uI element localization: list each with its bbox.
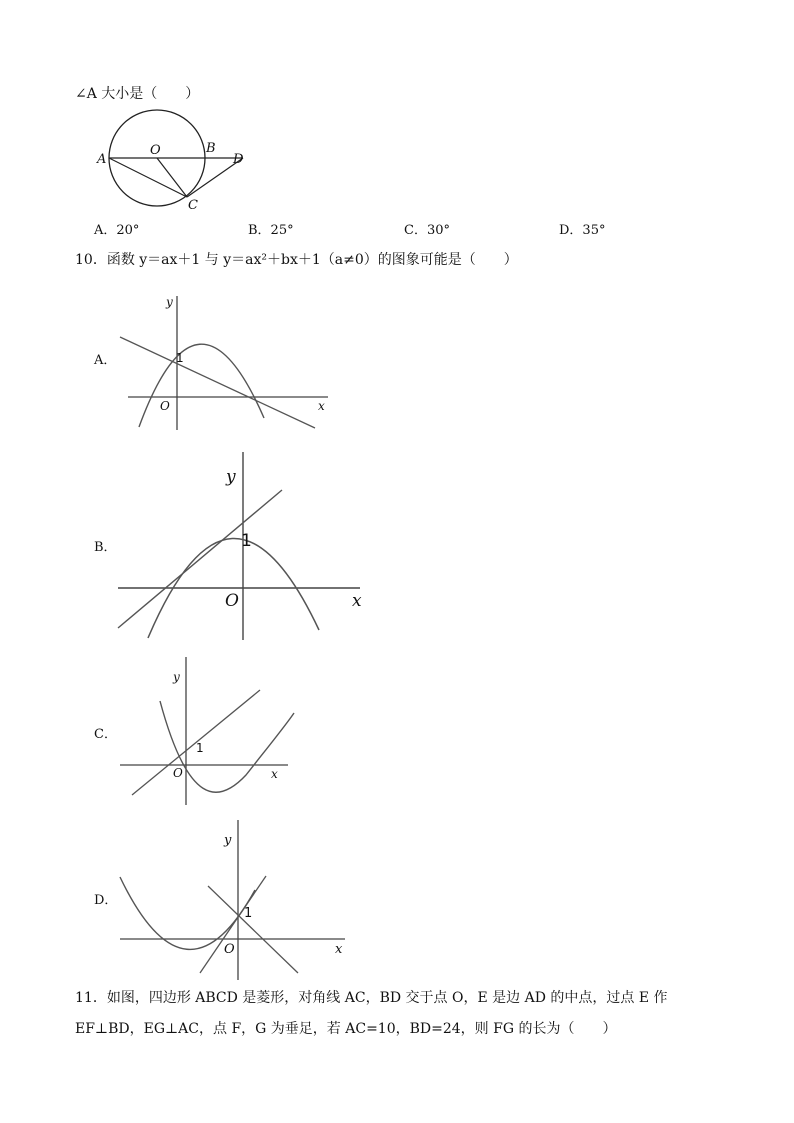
q10-stem: 10．函数 y＝ax＋1 与 y＝ax²＋bx＋1（a≠0）的图象可能是（ ） — [75, 252, 518, 268]
intercept-label: 1 — [244, 906, 253, 921]
q11-line-2: EF⊥BD，EG⊥AC，点 F，G 为垂足，若 AC=10，BD=24，则 FG 的长为（ ） — [75, 1021, 617, 1037]
q10-option-a-graph — [110, 290, 340, 440]
axis-label-x: x — [271, 767, 278, 781]
q10-option-a-label: A． — [94, 353, 117, 368]
point-label-b: B — [206, 141, 216, 156]
intercept-label: 1 — [241, 531, 252, 551]
origin-label: O — [224, 942, 235, 957]
q9-stem-tail: ∠A 大小是（ ） — [75, 86, 200, 102]
q10-option-d-label: D． — [94, 893, 118, 908]
q9-choice-a: A．20° — [94, 223, 140, 238]
axis-label-y: y — [226, 467, 236, 487]
axis-label-y: y — [173, 670, 180, 684]
point-label-c: C — [188, 198, 198, 213]
q9-choice-c: C．30° — [404, 223, 450, 238]
origin-label: O — [225, 591, 239, 611]
intercept-label: 1 — [176, 351, 184, 365]
origin-label: O — [173, 766, 183, 780]
q9-circle-figure — [95, 105, 255, 215]
axis-label-x: x — [352, 591, 362, 611]
q9-choice-b: B．25° — [248, 223, 294, 238]
q10-option-c-label: C． — [94, 727, 117, 742]
point-label-a: A — [97, 152, 107, 167]
q10-option-d-graph — [110, 820, 360, 980]
axis-label-y: y — [224, 833, 232, 848]
q9-choice-d: D．35° — [559, 223, 606, 238]
q10-option-c-graph — [110, 655, 310, 805]
point-label-d: D — [233, 152, 244, 167]
axis-label-x: x — [318, 399, 325, 413]
axis-label-y: y — [166, 295, 173, 309]
q10-option-b-label: B． — [94, 540, 117, 555]
intercept-label: 1 — [196, 741, 204, 755]
axis-label-x: x — [335, 942, 343, 957]
point-label-o: O — [150, 143, 161, 158]
q11-line-1: 11．如图，四边形 ABCD 是菱形，对角线 AC，BD 交于点 O，E 是边 AD 的中点，过点 E 作 — [75, 990, 668, 1006]
q10-option-b-graph — [110, 452, 370, 642]
origin-label: O — [160, 399, 170, 413]
